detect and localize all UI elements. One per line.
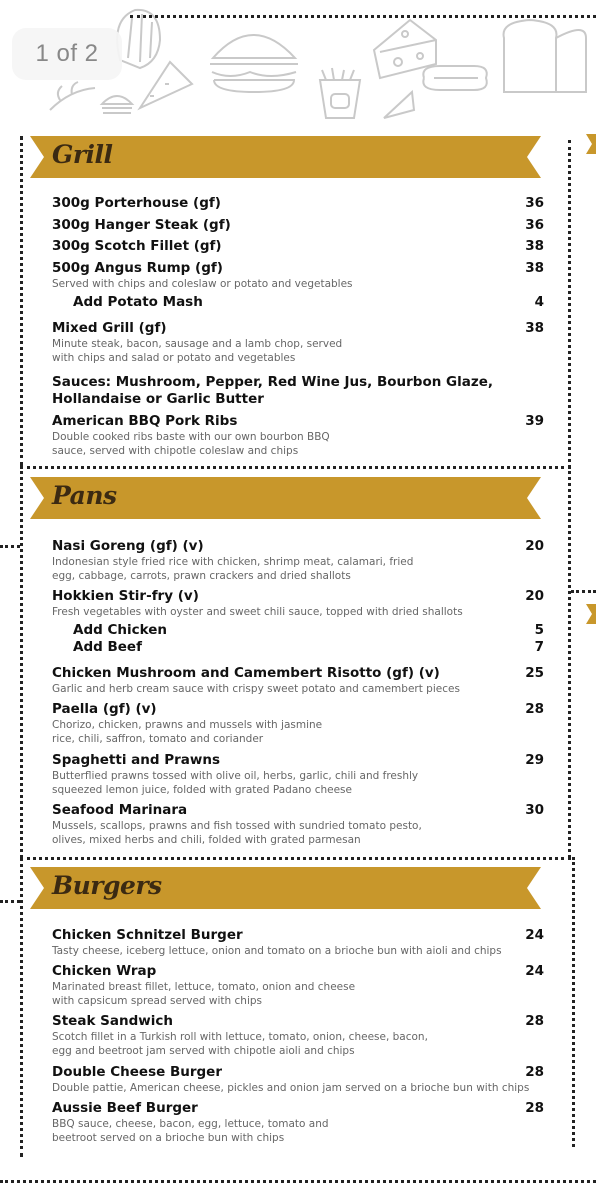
- header-dotted-line: [130, 15, 596, 18]
- item-name: Chicken Mushroom and Camembert Risotto (gf) (v): [52, 665, 440, 681]
- item-description: Scotch fillet in a Turkish roll with lettuce, tomato, onion, cheese, bacon, egg and beetroot jam served with chipotle aioli and chips: [52, 1031, 428, 1057]
- next-column-banner: [586, 604, 596, 624]
- item-name: Aussie Beef Burger: [52, 1100, 198, 1116]
- menu-item: [52, 1064, 544, 1095]
- menu-addon: [73, 622, 544, 638]
- item-description: BBQ sauce, cheese, bacon, egg, lettuce, tomato and beetroot served on a brioche bun with chips: [52, 1118, 329, 1144]
- item-name: Double Cheese Burger: [52, 1064, 222, 1080]
- item-name: Seafood Marinara: [52, 802, 188, 818]
- item-price: 36: [525, 195, 544, 211]
- frame-left-pans: [20, 466, 23, 858]
- item-price: 38: [525, 260, 544, 276]
- item-description: Chorizo, chicken, prawns and mussels with jasmine rice, chili, saffron, tomato and coriander: [52, 719, 323, 745]
- next-column-banner: [586, 134, 596, 154]
- menu-item: [52, 538, 544, 583]
- menu-item: [52, 802, 544, 847]
- item-name: 500g Angus Rump (gf): [52, 260, 223, 276]
- item-description: Mussels, scallops, prawns and fish tossed with sundried tomato pesto, olives, mixed herbs and chili, folded with grated parmesan: [52, 820, 422, 846]
- frame-right-pans: [568, 466, 571, 858]
- addon-price: 5: [534, 622, 544, 638]
- addon-name: Add Potato Mash: [73, 294, 203, 310]
- section-title: Grill: [52, 140, 113, 169]
- item-name: Chicken Wrap: [52, 963, 157, 979]
- item-name: Spaghetti and Prawns: [52, 752, 221, 768]
- section-banner-grill: [30, 136, 541, 178]
- item-name: Steak Sandwich: [52, 1013, 173, 1029]
- item-description: Double pattie, American cheese, pickles and onion jam served on a brioche bun with chips: [52, 1082, 530, 1094]
- item-description: Marinated breast fillet, lettuce, tomato, onion and cheese with capsicum spread served with chips: [52, 981, 356, 1007]
- menu-item: [52, 413, 544, 458]
- menu-item: [52, 1013, 544, 1058]
- addon-price: 7: [534, 639, 544, 655]
- item-price: 28: [525, 1100, 544, 1116]
- item-name: 300g Porterhouse (gf): [52, 195, 221, 211]
- frame-divider-1: [20, 466, 571, 469]
- menu-item: [52, 701, 544, 746]
- item-description: Butterflied prawns tossed with olive oil, herbs, garlic, chili and freshly squeezed lemon juice, folded with grated Padano cheese: [52, 770, 419, 796]
- item-description: Double cooked ribs baste with our own bourbon BBQ sauce, served with chipotle coleslaw and chips: [52, 431, 330, 457]
- menu-item: [52, 665, 544, 696]
- item-price: 25: [525, 665, 544, 681]
- menu-addon: [73, 639, 544, 655]
- item-price: 29: [525, 752, 544, 768]
- menu-item: [52, 320, 544, 365]
- item-name: Hokkien Stir-fry (v): [52, 588, 199, 604]
- frame-left-grill: [20, 136, 23, 466]
- item-price: 39: [525, 413, 544, 429]
- frame-stub-left-2: [0, 900, 20, 903]
- section-title: Burgers: [52, 871, 162, 900]
- menu-item: [52, 752, 544, 797]
- frame-stub-left-1: [0, 545, 20, 548]
- menu-addon: [73, 294, 544, 310]
- menu-item: [52, 238, 544, 254]
- frame-left-burgers: [20, 857, 23, 1157]
- page-indicator: 1 of 2: [12, 28, 122, 80]
- menu-item: [52, 195, 544, 211]
- item-name: 300g Scotch Fillet (gf): [52, 238, 222, 254]
- addon-price: 4: [534, 294, 544, 310]
- menu-item: [52, 963, 544, 1008]
- menu-item: [52, 1100, 544, 1145]
- item-price: 38: [525, 320, 544, 336]
- item-price: 28: [525, 1064, 544, 1080]
- item-price: 24: [525, 927, 544, 943]
- item-description: Fresh vegetables with oyster and sweet chili sauce, topped with dried shallots: [52, 606, 463, 618]
- frame-bottom: [0, 1180, 596, 1183]
- menu-item: [52, 217, 544, 233]
- item-price: 24: [525, 963, 544, 979]
- item-price: 20: [525, 538, 544, 554]
- item-name: Nasi Goreng (gf) (v): [52, 538, 204, 554]
- item-name: Chicken Schnitzel Burger: [52, 927, 243, 943]
- addon-name: Add Chicken: [73, 622, 168, 638]
- section-banner-burgers: [30, 867, 541, 909]
- menu-item: [52, 260, 544, 291]
- sauces-list: Sauces: Mushroom, Pepper, Red Wine Jus, Bourbon Glaze, Hollandaise or Garlic Butter: [52, 374, 494, 407]
- section-banner-pans: [30, 477, 541, 519]
- header-doodles: [0, 0, 596, 128]
- item-name: American BBQ Pork Ribs: [52, 413, 238, 429]
- item-price: 20: [525, 588, 544, 604]
- item-name: Paella (gf) (v): [52, 701, 157, 717]
- item-price: 38: [525, 238, 544, 254]
- frame-divider-2: [20, 857, 571, 860]
- item-price: 28: [525, 1013, 544, 1029]
- section-title: Pans: [52, 481, 117, 510]
- addon-name: Add Beef: [73, 639, 142, 655]
- item-description: Tasty cheese, iceberg lettuce, onion and tomato on a brioche bun with aioli and chips: [52, 945, 502, 957]
- menu-item: [52, 927, 544, 958]
- item-description: Indonesian style fried rice with chicken, shrimp meat, calamari, fried egg, cabbage, carrots, prawn crackers and dried shallots: [52, 556, 414, 582]
- frame-stub-right-1: [571, 590, 596, 593]
- item-name: 300g Hanger Steak (gf): [52, 217, 231, 233]
- item-price: 36: [525, 217, 544, 233]
- item-price: 30: [525, 802, 544, 818]
- item-description: Garlic and herb cream sauce with crispy sweet potato and camembert pieces: [52, 683, 460, 695]
- item-description: Served with chips and coleslaw or potato and vegetables: [52, 278, 353, 290]
- item-price: 28: [525, 701, 544, 717]
- item-name: Mixed Grill (gf): [52, 320, 167, 336]
- frame-right-grill: [568, 140, 571, 468]
- menu-item: [52, 588, 544, 619]
- item-description: Minute steak, bacon, sausage and a lamb chop, served with chips and salad or potato and vegetables: [52, 338, 343, 364]
- frame-right-burgers: [572, 857, 575, 1147]
